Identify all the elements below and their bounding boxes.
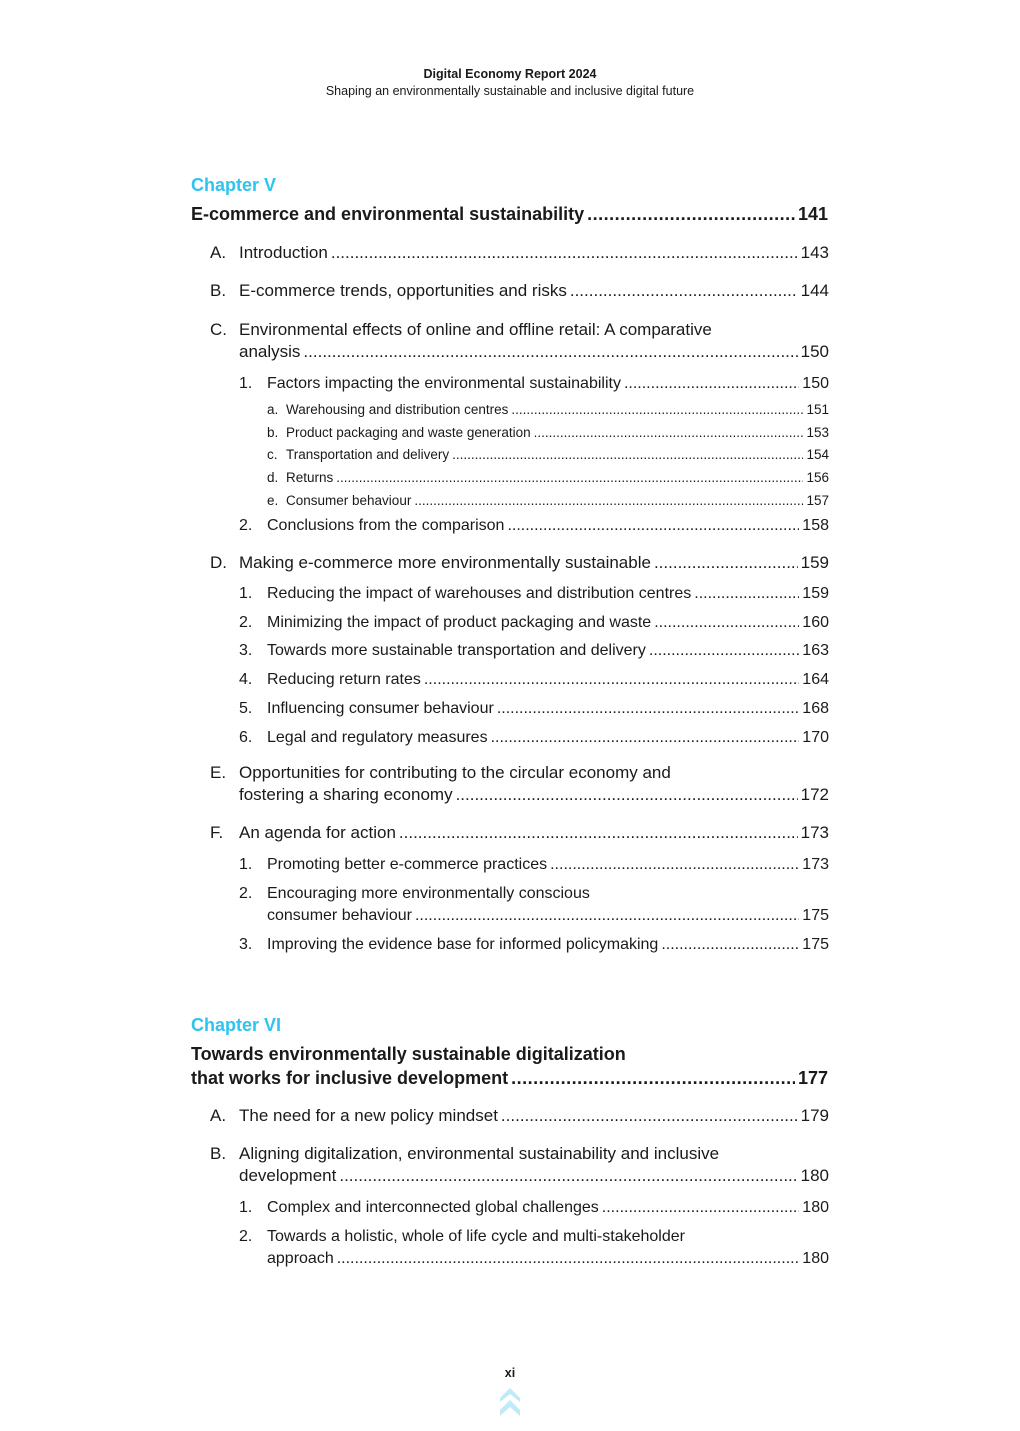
chapter-label: Chapter V [191,175,277,195]
page-ref: 150 [800,342,829,361]
subsection-number: 3. [239,936,253,953]
item-letter: d. [267,470,279,485]
subsection-title-line1: Encouraging more environmentally conscious [267,885,590,902]
toc-section-a[interactable] [210,242,829,264]
subsection-number: 2. [239,885,253,902]
section-title-line1: Opportunities for contributing to the circular economy and [239,763,671,782]
toc-minor-item[interactable] [267,446,829,464]
toc-section-b[interactable] [210,1143,829,1187]
toc-subsection[interactable] [239,373,829,395]
page-ref: 153 [806,425,829,440]
page-ref: 175 [802,936,829,953]
subsection-title: Factors impacting the environmental sustainability [267,375,621,392]
page-ref: 180 [802,1250,829,1267]
subsection-title: Complex and interconnected global challenges [267,1199,599,1216]
page-ref: 143 [800,243,829,262]
subsection-number: 1. [239,856,253,873]
subsection-number: 1. [239,1199,253,1216]
subsection-title: Minimizing the impact of product packaging and waste [267,614,652,631]
item-letter: a. [267,402,279,417]
toc-subsection[interactable] [239,698,829,720]
toc-subsection[interactable] [239,515,829,537]
item-letter: b. [267,425,279,440]
toc-section-a[interactable] [210,1105,829,1127]
subsection-title: Conclusions from the comparison [267,517,505,534]
section-letter: B. [210,1144,227,1163]
page-ref: 158 [802,517,829,534]
toc-section-b[interactable] [210,280,829,302]
page-ref: 172 [800,785,829,804]
page-ref: 154 [806,447,829,462]
subsection-title-line2: approach [267,1250,334,1267]
section-title-line1: Aligning digitalization, environmental sustainability and inclusive [239,1144,720,1163]
page-ref: 160 [802,614,829,631]
toc-section-c[interactable] [210,319,829,363]
item-title: Transportation and delivery [286,447,450,462]
page-ref: 180 [800,1166,829,1185]
subsection-title: Towards more sustainable transportation and delivery [267,642,646,659]
toc-subsection[interactable] [239,1226,829,1270]
section-letter: D. [210,553,227,572]
toc-subsection[interactable] [239,612,829,634]
toc-section-f[interactable] [210,822,829,844]
toc-subsection[interactable] [239,727,829,749]
section-title-line2: fostering a sharing economy [239,785,453,804]
page-ref: 141 [797,204,828,224]
toc-minor-item[interactable] [267,492,829,510]
subsection-title: Promoting better e-commerce practices [267,856,548,873]
section-title: E-commerce trends, opportunities and risks [239,281,567,300]
item-title: Product packaging and waste generation [286,425,531,440]
toc-subsection[interactable] [239,583,829,605]
subsection-title-line1: Towards a holistic, whole of life cycle and multi-stakeholder [267,1228,685,1245]
toc-minor-item[interactable] [267,401,829,419]
section-letter: F. [210,823,224,842]
subsection-number: 1. [239,585,253,602]
subsection-number: 6. [239,729,253,746]
toc-subsection[interactable] [239,1197,829,1219]
toc-subsection[interactable] [239,854,829,876]
page-ref: 170 [802,729,829,746]
chapter-title-line2: that works for inclusive development [191,1068,509,1088]
toc-subsection[interactable] [239,669,829,691]
section-title: Introduction [239,243,328,262]
subsection-title: Improving the evidence base for informed policymaking [267,936,659,953]
page-ref: 151 [806,402,829,417]
page-number: xi [504,1366,516,1380]
section-letter: A. [210,1106,227,1125]
page-ref: 168 [802,700,829,717]
subsection-title: Legal and regulatory measures [267,729,488,746]
subsection-number: 2. [239,1228,253,1245]
section-title-line2: development [239,1166,337,1185]
subsection-number: 4. [239,671,253,688]
section-letter: E. [210,763,227,782]
section-title-line1: Environmental effects of online and offline retail: A comparative [239,320,712,339]
running-header [0,66,1020,100]
toc-chapter-title[interactable] [191,1042,828,1090]
subsection-number: 2. [239,614,253,631]
page-ref: 163 [802,642,829,659]
page-ref: 159 [800,553,829,572]
page-ref: 144 [800,281,829,300]
item-title: Warehousing and distribution centres [286,402,509,417]
item-title: Returns [286,470,334,485]
item-title: Consumer behaviour [286,493,412,508]
toc-section-d[interactable] [210,552,829,574]
subsection-number: 1. [239,375,253,392]
page-ref: 175 [802,907,829,924]
page-ref: 179 [800,1106,829,1125]
toc-subsection[interactable] [239,640,829,662]
item-letter: c. [267,447,278,462]
section-letter: C. [210,320,227,339]
subsection-title: Reducing the impact of warehouses and distribution centres [267,585,692,602]
page-ref: 173 [802,856,829,873]
report-title: Digital Economy Report 2024 [423,67,597,81]
toc-minor-item[interactable] [267,424,829,442]
subsection-number: 3. [239,642,253,659]
page-ref: 177 [797,1068,828,1088]
page-ref: 173 [800,823,829,842]
section-letter: A. [210,243,227,262]
toc-subsection[interactable] [239,934,829,956]
chapter-title-line1: Towards environmentally sustainable digitalization [191,1044,626,1064]
section-title: The need for a new policy mindset [239,1106,498,1125]
subsection-title-line2: consumer behaviour [267,907,412,924]
page-ref: 156 [806,470,829,485]
section-title-line2: analysis [239,342,301,361]
page-ref: 157 [806,493,829,508]
toc-chapter-title[interactable] [191,202,828,226]
report-subtitle: Shaping an environmentally sustainable and inclusive digital future [325,84,695,98]
toc-subsection[interactable] [239,883,829,927]
page-ref: 180 [802,1199,829,1216]
subsection-number: 5. [239,700,253,717]
section-letter: B. [210,281,227,300]
toc-section-e[interactable] [210,762,829,806]
double-chevron-up-icon [498,1386,522,1423]
subsection-title: Influencing consumer behaviour [267,700,494,717]
section-title: Making e-commerce more environmentally sustainable [239,553,651,572]
subsection-title: Reducing return rates [267,671,421,688]
item-letter: e. [267,493,279,508]
chapter-label: Chapter VI [191,1015,282,1035]
page-ref: 159 [802,585,829,602]
page-ref: 150 [802,375,829,392]
chapter-title-text: E-commerce and environmental sustainability [191,204,585,224]
subsection-number: 2. [239,517,253,534]
section-title: An agenda for action [239,823,396,842]
page-ref: 164 [802,671,829,688]
toc-minor-item[interactable] [267,469,829,487]
